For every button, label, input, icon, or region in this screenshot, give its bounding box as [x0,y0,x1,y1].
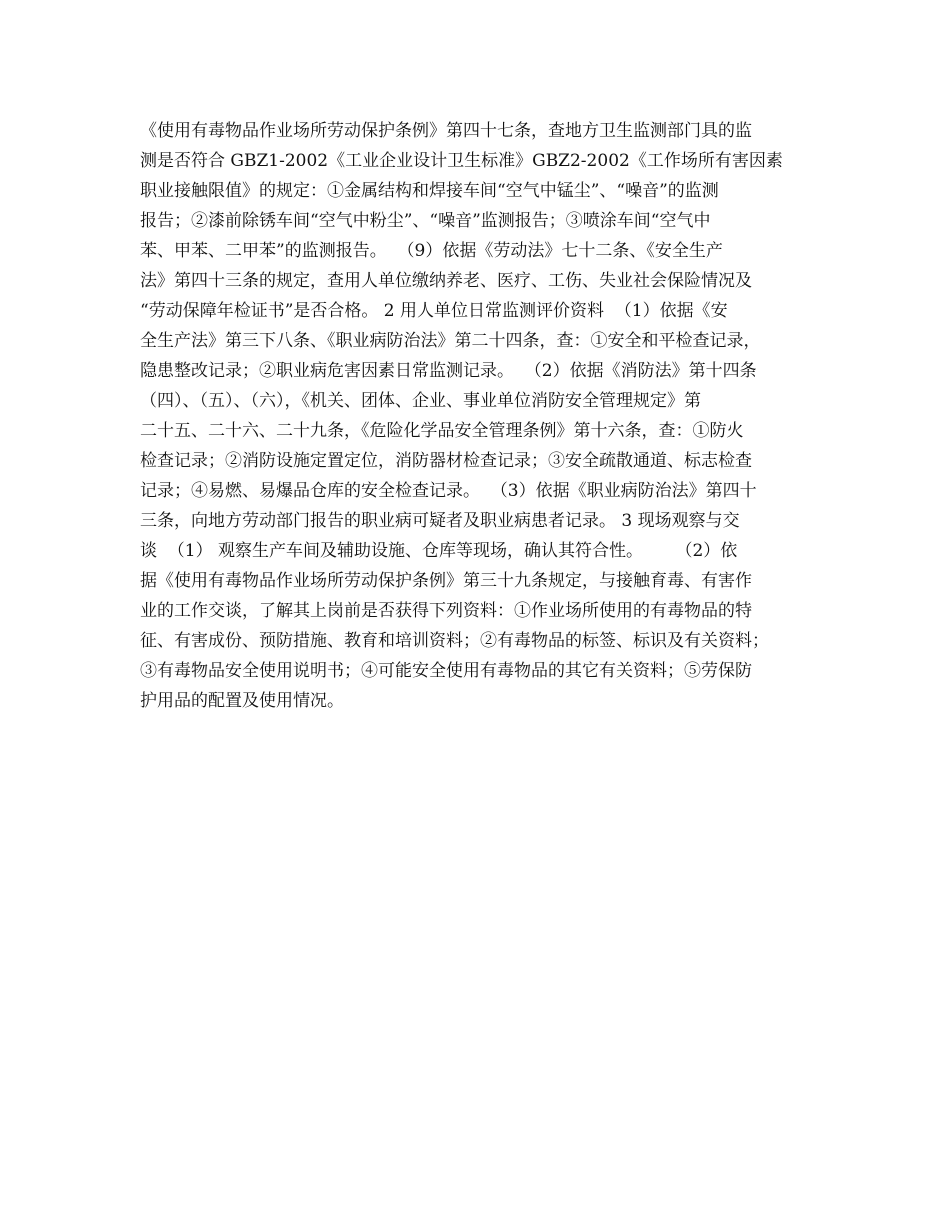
text-line: 法》第四十三条的规定，查用人单位缴纳养老、医疗、工伤、失业社会保险情况及 [140,271,752,291]
text-line: 隐患整改记录；②职业病危害因素日常监测记录。 （2）依据《消防法》第十四条 [140,361,757,381]
text-line: 检查记录；②消防设施定置定位，消防器材检查记录；③安全疏散通道、标志检查 [140,451,752,471]
text-line: 全生产法》第三下八条、《职业病防治法》第二十四条，查：①安全和平检查记录， [140,331,761,351]
text-line: “劳动保障年检证书”是否合格。 2 用人单位日常监测评价资料 （1）依据《安 [140,301,728,321]
text-line: 业的工作交谈，了解其上岗前是否获得下列资料：①作业场所使用的有毒物品的特 [140,601,752,621]
text-line: 职业接触限值》的规定：①金属结构和焊接车间“空气中锰尘”、“噪音”的监测 [140,181,719,201]
text-line: 记录；④易燃、易爆品仓库的安全检查记录。 （3）依据《职业病防治法》第四十 [140,481,757,501]
text-line: 谈 （1） 观察生产车间及辅助设施、仓库等现场，确认其符合性。 （2）依 [140,541,738,561]
text-line: ③有毒物品安全使用说明书；④可能安全使用有毒物品的其它有关资料；⑤劳保防 [140,661,752,681]
text-line: 《使用有毒物品作业场所劳动保护条例》第四十七条，查地方卫生监测部门具的监 [140,121,752,141]
text-line: 二十五、二十六、二十九条，《危险化学品安全管理条例》第十六条，查：①防火 [140,421,744,441]
text-line: 征、有害成份、预防措施、教育和培训资料；②有毒物品的标签、标识及有关资料； [140,631,769,651]
body-text [140,116,830,716]
text-line: （四）、（五）、（六），《机关、团体、企业、事业单位消防安全管理规定》第 [140,391,701,411]
text-line: 测是否符合 GBZ1-2002《工业企业设计卫生标准》GBZ2-2002《工作场所有害因素 [140,151,783,171]
text-line: 报告；②漆前除锈车间“空气中粉尘”、“噪音”监测报告；③喷涂车间“空气中 [140,211,711,231]
text-line: 苯、甲苯、二甲苯”的监测报告。 （9）依据《劳动法》七十二条、《安全生产 [140,241,723,261]
text-line: 护用品的配置及使用情况。 [140,691,344,711]
text-line: 三条，向地方劳动部门报告的职业病可疑者及职业病患者记录。 3 现场观察与交 [140,511,740,531]
text-line: 据《使用有毒物品作业场所劳动保护条例》第三十九条规定，与接触育毒、有害作 [140,571,752,591]
